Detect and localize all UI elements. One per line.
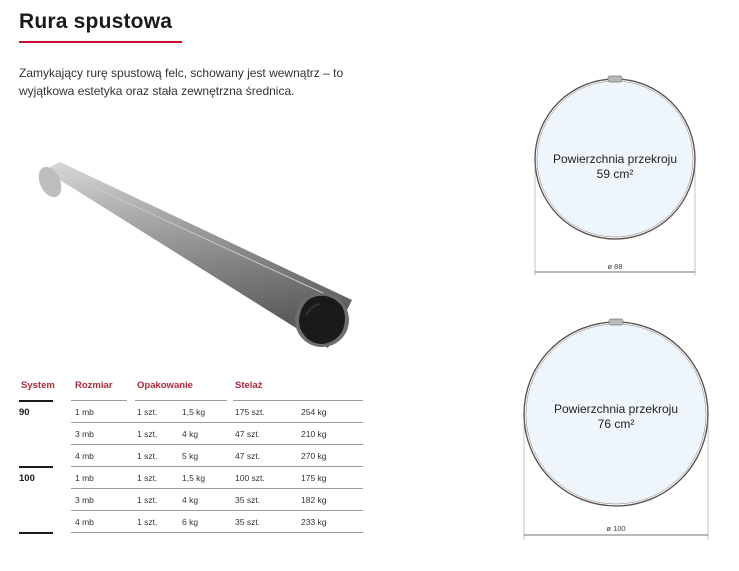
divider — [71, 444, 363, 445]
table-row — [19, 402, 364, 424]
product-description: Zamykający rurę spustową felc, schowany jest wewnątrz – to wyjątkowa estetyka oraz stała zewnętrzna średnica. — [19, 66, 344, 98]
cell-rack-weight: 254 kg — [301, 407, 327, 417]
cell-pack-qty: 1 szt. — [137, 495, 158, 505]
header-rozmiar: Rozmiar — [75, 380, 113, 391]
header-opakowanie: Opakowanie — [137, 380, 193, 391]
cell-size: 4 mb — [75, 517, 94, 527]
cross-section-88 — [528, 72, 702, 278]
divider — [71, 422, 363, 423]
divider — [71, 466, 363, 467]
table-row — [19, 468, 364, 490]
cell-size: 3 mb — [75, 429, 94, 439]
page-title: Rura spustowa — [19, 10, 173, 33]
diameter-label: ø 100 — [606, 524, 626, 533]
area-value: 59 cm² — [596, 167, 634, 181]
cell-size: 1 mb — [75, 473, 94, 483]
diameter-label: ø 88 — [607, 262, 623, 271]
table-row — [19, 512, 364, 534]
divider — [71, 532, 363, 533]
cell-pack-qty: 1 szt. — [137, 407, 158, 417]
divider — [135, 400, 227, 401]
cell-rack-qty: 100 szt. — [235, 473, 265, 483]
area-label: Powierzchnia przekroju — [552, 152, 678, 166]
cell-rack-weight: 270 kg — [301, 451, 327, 461]
table-row — [19, 446, 364, 468]
cell-size: 3 mb — [75, 495, 94, 505]
cell-pack-qty: 1 szt. — [137, 517, 158, 527]
divider — [19, 532, 53, 534]
divider — [233, 400, 363, 401]
cell-rack-weight: 233 kg — [301, 517, 327, 527]
cell-rack-weight: 182 kg — [301, 495, 327, 505]
system-90: 90 — [19, 407, 30, 418]
cell-pack-qty: 1 szt. — [137, 429, 158, 439]
cell-pack-weight: 5 kg — [182, 451, 199, 461]
divider — [71, 510, 363, 511]
area-label: Powierzchnia przekroju — [553, 402, 679, 416]
area-value: 76 cm² — [597, 417, 635, 431]
cell-pack-weight: 4 kg — [182, 495, 199, 505]
cell-pack-weight: 1,5 kg — [182, 407, 206, 417]
cell-size: 1 mb — [75, 407, 94, 417]
cell-pack-weight: 6 kg — [182, 517, 199, 527]
title-underline — [19, 41, 182, 43]
header-system: System — [21, 380, 55, 391]
cell-rack-qty: 47 szt. — [235, 451, 261, 461]
header-stelaz: Stelaż — [235, 380, 263, 391]
cross-section-100 — [518, 316, 714, 542]
cell-rack-weight: 175 kg — [301, 473, 327, 483]
cell-size: 4 mb — [75, 451, 94, 461]
divider — [71, 400, 127, 401]
downpipe-image — [30, 150, 370, 360]
table-row — [19, 424, 364, 446]
system-100: 100 — [19, 473, 35, 484]
cell-rack-qty: 47 szt. — [235, 429, 261, 439]
cell-pack-weight: 4 kg — [182, 429, 199, 439]
cell-rack-qty: 35 szt. — [235, 517, 261, 527]
cell-rack-qty: 175 szt. — [235, 407, 265, 417]
cell-rack-weight: 210 kg — [301, 429, 327, 439]
cell-pack-weight: 1,5 kg — [182, 473, 206, 483]
cell-pack-qty: 1 szt. — [137, 473, 158, 483]
divider — [71, 488, 363, 489]
table-row — [19, 490, 364, 512]
cell-rack-qty: 35 szt. — [235, 495, 261, 505]
cell-pack-qty: 1 szt. — [137, 451, 158, 461]
